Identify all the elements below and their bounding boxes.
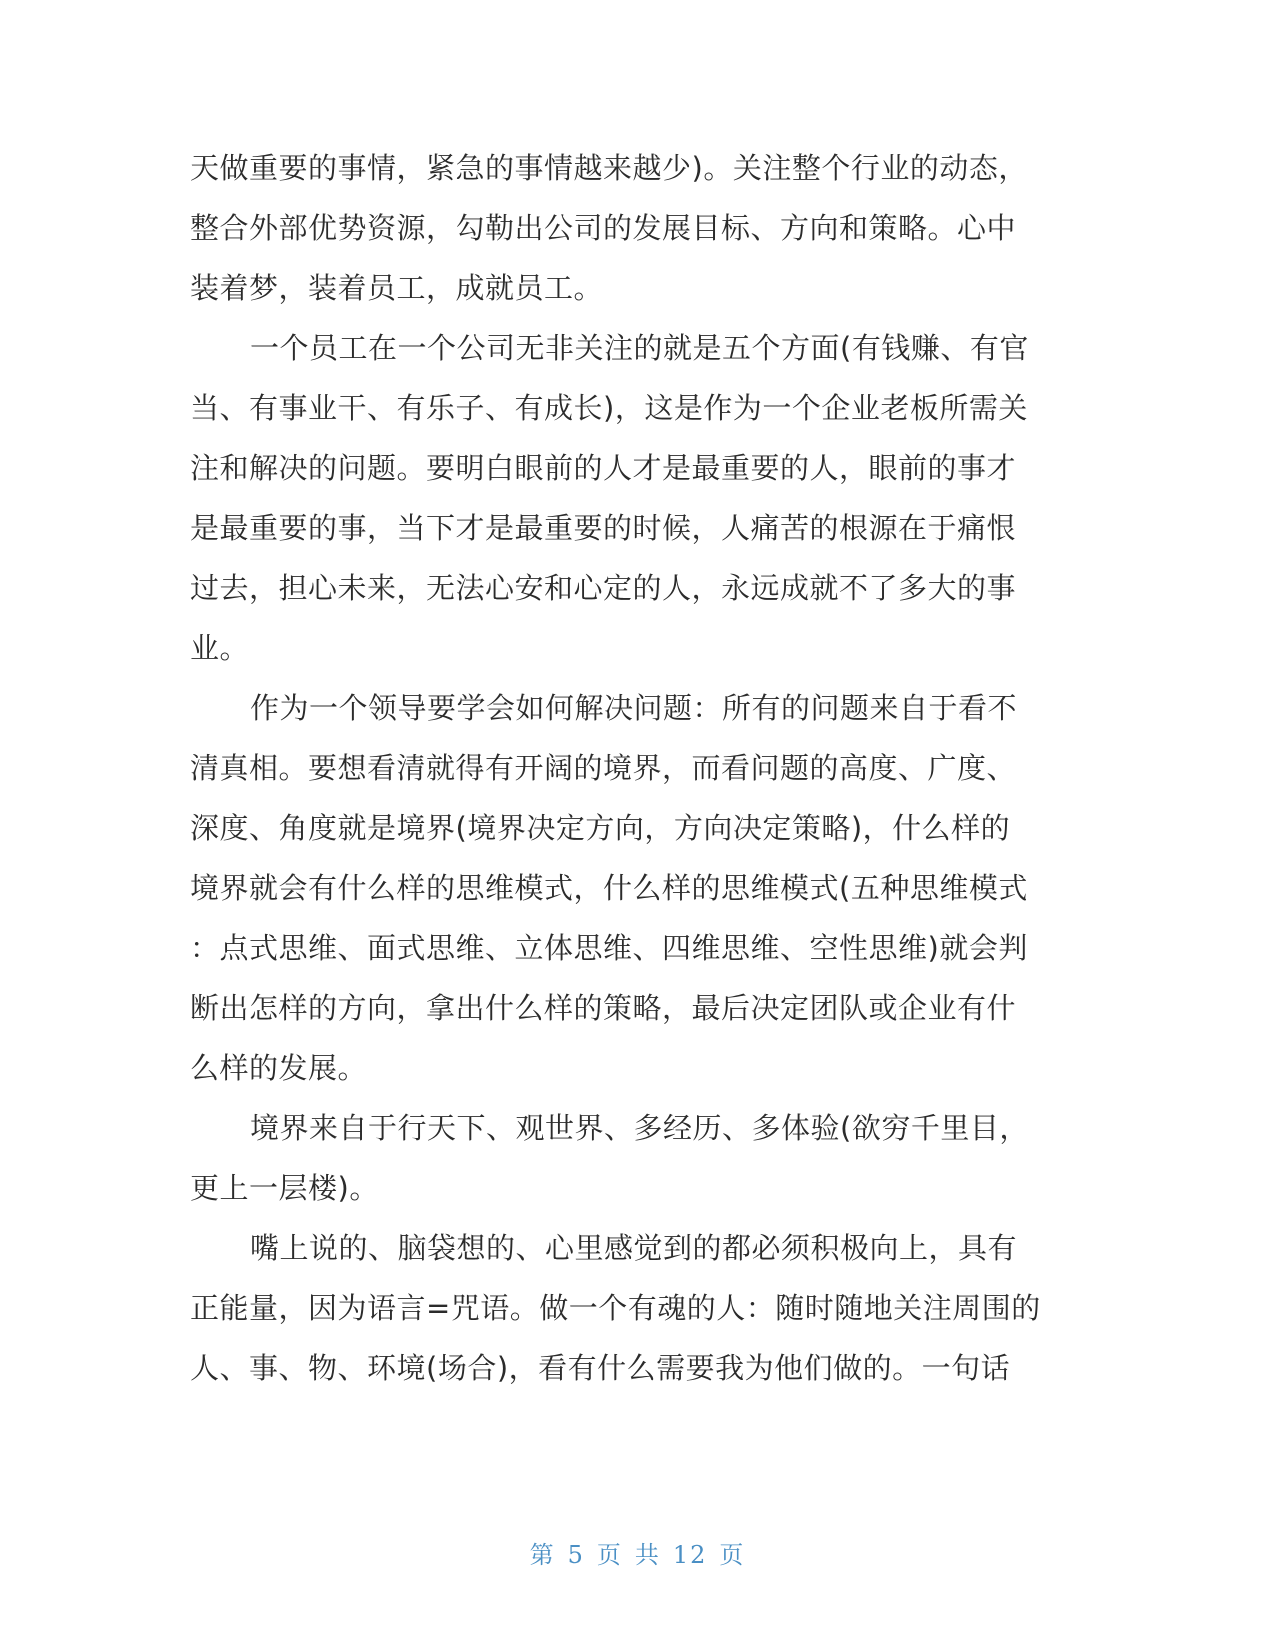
text-line: 当、有事业干、有乐子、有成长)，这是作为一个企业老板所需关 [190,391,1028,425]
text-line: 人、事、物、环境(场合)，看有什么需要我为他们做的。一句话 [190,1351,1011,1385]
page-unit-label: 页 [596,1541,623,1569]
text-line: 清真相。要想看清就得有开阔的境界，而看问题的高度、广度、 [190,751,1017,785]
current-page-number: 5 [567,1541,585,1569]
text-line: 更上一层楼)。 [190,1171,379,1205]
text-line: 境界就会有什么样的思维模式，什么样的思维模式(五种思维模式 [190,871,1028,905]
text-line: 天做重要的事情，紧急的事情越来越少)。关注整个行业的动态， [190,151,1028,185]
text-line: ：点式思维、面式思维、立体思维、四维思维、空性思维)就会判 [190,931,1028,965]
paragraph-start-line: 境界来自于行天下、观世界、多经历、多体验(欲穷千里目， [250,1111,1029,1145]
text-line: 整合外部优势资源，勾勒出公司的发展目标、方向和策略。心中 [190,211,1017,245]
text-line: 过去，担心未来，无法心安和心定的人，永远成就不了多大的事 [190,571,1017,605]
page-label: 第 [529,1541,556,1569]
paragraph-start-line: 嘴上说的、脑袋想的、心里感觉到的都必须积极向上，具有 [250,1231,1018,1265]
document-body [190,138,1080,1398]
text-line: 业。 [190,631,250,665]
text-line: 注和解决的问题。要明白眼前的人才是最重要的人，眼前的事才 [190,451,1017,485]
text-line: 断出怎样的方向，拿出什么样的策略，最后决定团队或企业有什 [190,991,1017,1025]
total-pages-number: 12 [672,1541,708,1569]
text-line: 是最重要的事，当下才是最重要的时候，人痛苦的根源在于痛恨 [190,511,1017,545]
text-line: 深度、角度就是境界(境界决定方向，方向决定策略)，什么样的 [190,811,1011,845]
text-line: 正能量，因为语言=咒语。做一个有魂的人：随时随地关注周围的 [190,1291,1041,1325]
text-line: 么样的发展。 [190,1051,368,1085]
total-label: 共 [634,1541,661,1569]
text-line: 装着梦，装着员工，成就员工。 [190,271,604,305]
total-unit-label: 页 [719,1541,746,1569]
paragraph-start-line: 作为一个领导要学会如何解决问题：所有的问题来自于看不 [250,691,1018,725]
paragraph-start-line: 一个员工在一个公司无非关注的就是五个方面(有钱赚、有官 [250,331,1029,365]
page-footer [0,1535,1275,1570]
